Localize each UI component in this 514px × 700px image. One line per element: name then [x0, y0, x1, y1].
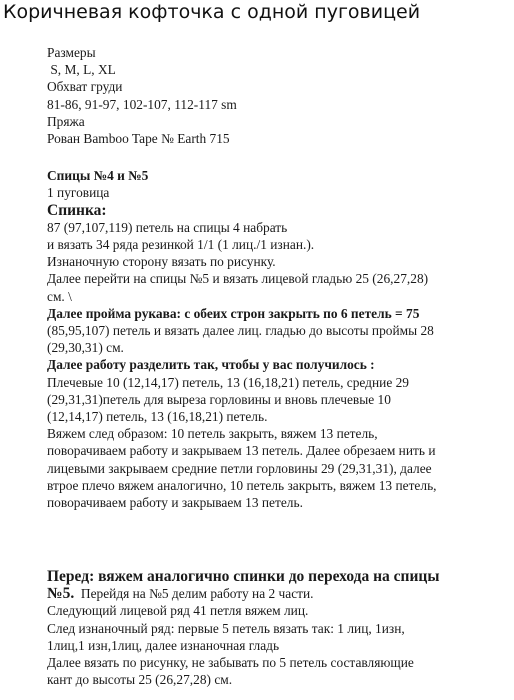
back-line: Изнаночную сторону вязать по рисунку.	[47, 254, 276, 270]
back-line: втрое плечо вяжем аналогично, 10 петель закрыть, вяжем 13 петель,	[47, 477, 437, 493]
back-line: поворачиваем работу и закрываем 13 петель. Далее обрезаем нить и	[47, 443, 436, 459]
divide-heading: Далее работу разделить так, чтобы у вас получилось :	[47, 357, 375, 373]
button-count: 1 пуговица	[47, 185, 110, 201]
back-line: Вяжем след образом: 10 петель закрыть, вяжем 13 петель,	[47, 426, 378, 442]
back-line: см. \	[47, 288, 72, 304]
page-title: Коричневая кофточка с одной пуговицей	[3, 1, 421, 23]
chest-label: Обхват груди	[47, 79, 123, 95]
front-heading-needle: №5.	[47, 585, 75, 603]
yarn-label: Пряжа	[47, 113, 85, 129]
sizes-value: S, M, L, XL	[47, 62, 116, 78]
front-line: кант до высоты 25 (26,27,28) см.	[47, 672, 233, 688]
needles-heading: Спицы №4 и №5	[47, 168, 149, 184]
back-line: (85,95,107) петель и вязать далее лиц. гладью до высоты проймы 28	[47, 323, 434, 339]
back-line: (12,14,17) петель, 13 (16,18,21) петель.	[47, 409, 268, 425]
front-heading: Перед: вяжем аналогично спинки до перехода на спицы	[47, 568, 440, 585]
back-line: Далее перейти на спицы №5 и вязать лицевой гладью 25 (26,27,28)	[47, 271, 429, 287]
back-line: лицевыми закрываем средние петли горловины 29 (29,31,31), далее	[47, 460, 432, 476]
back-line: и вязать 34 ряда резинкой 1/1 (1 лиц./1 изнан.).	[47, 237, 315, 253]
back-line: 87 (97,107,119) петель на спицы 4 набрать	[47, 219, 288, 235]
back-line: Плечевые 10 (12,14,17) петель, 13 (16,18,21) петель, средние 29	[47, 374, 410, 390]
back-line: (29,30,31) см.	[47, 340, 124, 356]
front-line: 1лиц,1 изн,1лиц, далее изнаночная гладь	[47, 637, 280, 653]
yarn-value: Рован Bamboo Tape № Earth 715	[47, 131, 230, 147]
back-line: (29,31,31)петель для выреза горловины и вновь плечевые 10	[47, 391, 391, 407]
front-line: Далее вязать по рисунку, не забывать по 5 петель составляющие	[47, 655, 414, 671]
armhole-heading: Далее пройма рукава: с обеих строн закрыть по 6 петель = 75	[47, 305, 420, 321]
front-section	[47, 568, 509, 688]
pattern-text	[47, 44, 509, 511]
front-line: Следующий лицевой ряд 41 петля вяжем лиц.	[47, 603, 309, 619]
sizes-label: Размеры	[47, 45, 96, 60]
chest-value: 81-86, 91-97, 102-107, 112-117 sm	[47, 96, 237, 112]
front-line: Перейдя на №5 делим работу на 2 части.	[74, 586, 314, 602]
back-line: поворачиваем работу и закрываем 13 петель.	[47, 495, 303, 511]
front-line: След изнаночный ряд: первые 5 петель вязать так: 1 лиц, 1изн,	[47, 620, 405, 636]
back-heading: Спинка:	[47, 201, 107, 219]
